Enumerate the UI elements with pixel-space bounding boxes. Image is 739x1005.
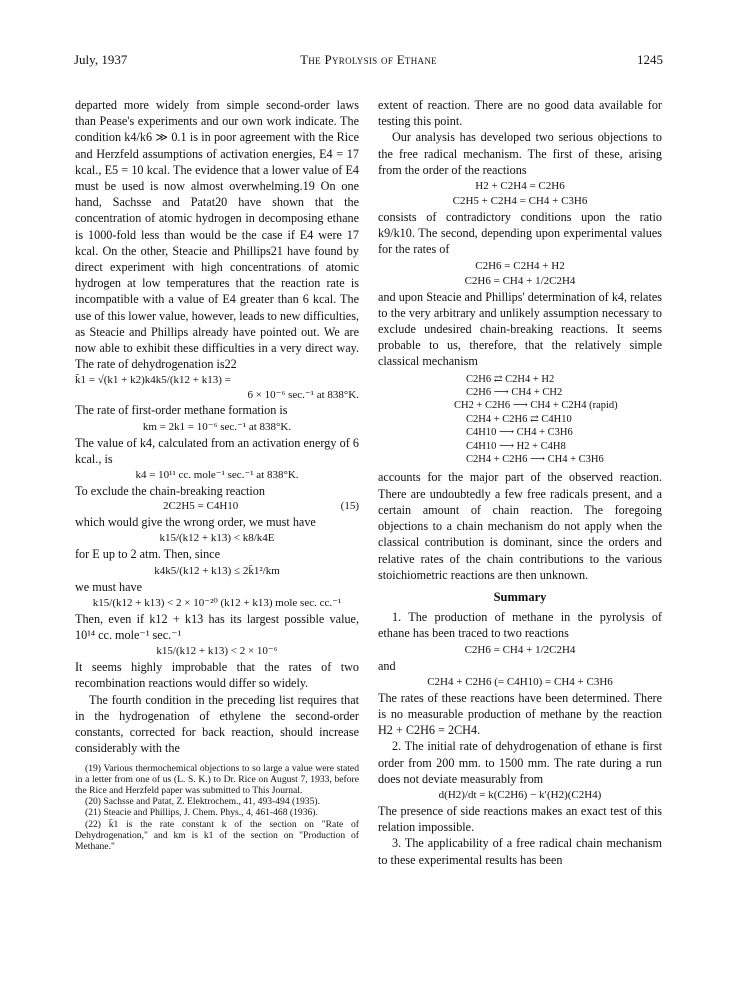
reaction: C2H4 + C2H6 ⇄ C4H10 (466, 413, 572, 425)
paragraph: extent of reaction. There are no good data available for testing this point. (378, 98, 662, 129)
paragraph: and upon Steacie and Phillips' determination of k4, relates to the very arbitrary and unlikely assumption necessary to exclude undesired chain-breaking reactions. It seems probable to us, therefore, that the relatively simple classical mechanism (378, 289, 662, 369)
paragraph: 3. The applicability of a free radical chain mechanism to these experimental results has been (378, 836, 662, 867)
paragraph: It seems highly improbable that the rates of two recombination reactions would differ so widely. (75, 660, 359, 691)
paragraph: and (378, 658, 396, 673)
footnote: (22) k̄1 is the rate constant k of the section on "Rate of Dehydrogenation," and km is k1 of the section on "Production of Methane." (75, 818, 359, 852)
paragraph: departed more widely from simple second-order laws than Pease's experiments and our own work indicate. The condition k4/k6 ≫ 0.1 is in poor agreement with the Rice and Herzfeld assumptions of activation energies, E4 = 17 kcal., E5 = 10 kcal. The evidence that a lower value of E4 must be used is now almost overwhelming.19 On one hand, Sachsse and Patat20 have shown that the concentration of atomic hydrogen in decomposing ethane is 1000-fold less than would be the case if E4 were 17 kcal. On the other, Steacie and Phillips21 have found by direct experiment with high concentrations of atomic hydrogen at low temperatures that the reaction rate is incompatible with a value of E4 greater than 6 kcal. The use of this lower value, however, leads to new difficulties, as Steacie and Phillips already have pointed out. We are now able to exhibit these difficulties in a very direct way. The rate of dehydrogenation is22 (75, 98, 359, 372)
reaction: C2H4 + C2H6 ⟶ CH4 + C3H6 (466, 454, 604, 466)
paragraph: The value of k4, calculated from an activation energy of 6 kcal., is (75, 435, 359, 466)
reaction: C4H10 ⟶ H2 + C4H8 (466, 440, 566, 452)
numbered-equation (75, 499, 359, 514)
equation: k15/(k12 + k13) < k8/k4E (159, 532, 275, 545)
footnotes (75, 763, 359, 853)
header-date: July, 1937 (74, 52, 128, 67)
equation: 6 × 10⁻⁶ sec.⁻¹ at 838°K. (247, 389, 359, 402)
paragraph: which would give the wrong order, we must have (75, 515, 316, 530)
equation-number: (15) (340, 500, 359, 513)
paragraph: 1. The production of methane in the pyrolysis of ethane has been traced to two reactions (378, 610, 662, 641)
paragraph: 2. The initial rate of dehydrogenation of ethane is first order from 200 mm. to 1500 mm. The rate during a run does not deviate measurably from (378, 739, 662, 786)
section-heading: Summary (493, 589, 547, 604)
running-header (74, 52, 663, 72)
equation: C2H5 + C2H4 = CH4 + C3H6 (452, 195, 588, 208)
right-column (378, 97, 662, 868)
paragraph: accounts for the major part of the observed reaction. There are undoubtedly a few free radicals present, and a certain amount of chain reaction. The foregoing objections to a chain mechanism do not apply when the classical contribution is dominant, since the orders and relative rates of the chain contributions to the various stoichiometric reactions are then unknown. (378, 470, 662, 582)
header-title: The Pyrolysis of Ethane (300, 52, 437, 67)
paragraph: The fourth condition in the preceding list requires that in the hydrogenation of ethylene the second-order constants, corrected for back reaction, should increase considerably with the (75, 692, 359, 756)
page-number: 1245 (637, 52, 663, 67)
paragraph: To exclude the chain-breaking reaction (75, 484, 265, 499)
equation: k4 = 10¹¹ cc. mole⁻¹ sec.⁻¹ at 838°K. (135, 469, 299, 482)
equation: 2C2H5 = C4H10 (163, 500, 239, 513)
reaction: C2H6 ⇄ C2H4 + H2 (466, 373, 555, 385)
paragraph: we must have (75, 579, 143, 594)
paragraph: The rates of these reactions have been determined. There is no measurable production of methane by the reaction H2 + C2H6 = 2CH4. (378, 690, 662, 738)
equation: k15/(k12 + k13) < 2 × 10⁻²⁰ (k12 + k13) mole sec. cc.⁻¹ (92, 596, 342, 609)
paragraph: for E up to 2 atm. Then, since (75, 547, 220, 562)
paragraph: Our analysis has developed two serious objections to the free radical mechanism. The first of these, arising from the order of the reactions (378, 130, 662, 177)
reaction: CH2 + C2H6 ⟶ CH4 + C2H4 (rapid) (454, 400, 618, 412)
reaction: C2H6 ⟶ CH4 + CH2 (466, 387, 563, 399)
left-column (75, 97, 359, 852)
equation: C2H6 = CH4 + 1/2C2H4 (464, 274, 576, 287)
paragraph: The rate of first-order methane formation is (75, 403, 288, 418)
equation: d(H2)/dt = k(C2H6) − k′(H2)(C2H4) (438, 788, 602, 801)
equation: H2 + C2H4 = C2H6 (475, 180, 565, 193)
paragraph: The presence of side reactions makes an exact test of this relation impossible. (378, 803, 662, 835)
reaction-mechanism (454, 373, 662, 467)
paragraph: consists of contradictory conditions upon the ratio k9/k10. The second, depending upon experimental values for the rates of (378, 210, 662, 257)
footnote: (19) Various thermochemical objections to so large a value were stated in a letter from one of us (L. S. K.) to Dr. Rice on August 7, 1933, before the Rice and Herzfeld paper was submitted to This Journal. (75, 762, 359, 796)
equation: k4k5/(k12 + k13) ≤ 2k̄1²/km (154, 564, 280, 577)
footnote: (20) Sachsse and Patat, Z. Elektrochem., 41, 493-494 (1935). (85, 796, 320, 808)
equation: k15/(k12 + k13) < 2 × 10⁻⁶ (156, 645, 278, 658)
reaction: C4H10 ⟶ CH4 + C3H6 (466, 427, 573, 439)
equation: C2H6 = C2H4 + H2 (475, 259, 565, 272)
equation: km = 2k1 = 10⁻⁶ sec.⁻¹ at 838°K. (142, 420, 292, 433)
equation: C2H6 = CH4 + 1/2C2H4 (464, 643, 576, 656)
equation: k̄1 = √(k1 + k2)k4k5/(k12 + k13) = (75, 374, 231, 387)
equation: C2H4 + C2H6 (= C4H10) = CH4 + C3H6 (427, 675, 613, 688)
footnote: (21) Steacie and Phillips, J. Chem. Phys., 4, 461-468 (1936). (85, 807, 318, 819)
paragraph: Then, even if k12 + k13 has its largest possible value, 10¹⁴ cc. mole⁻¹ sec.⁻¹ (75, 611, 359, 643)
